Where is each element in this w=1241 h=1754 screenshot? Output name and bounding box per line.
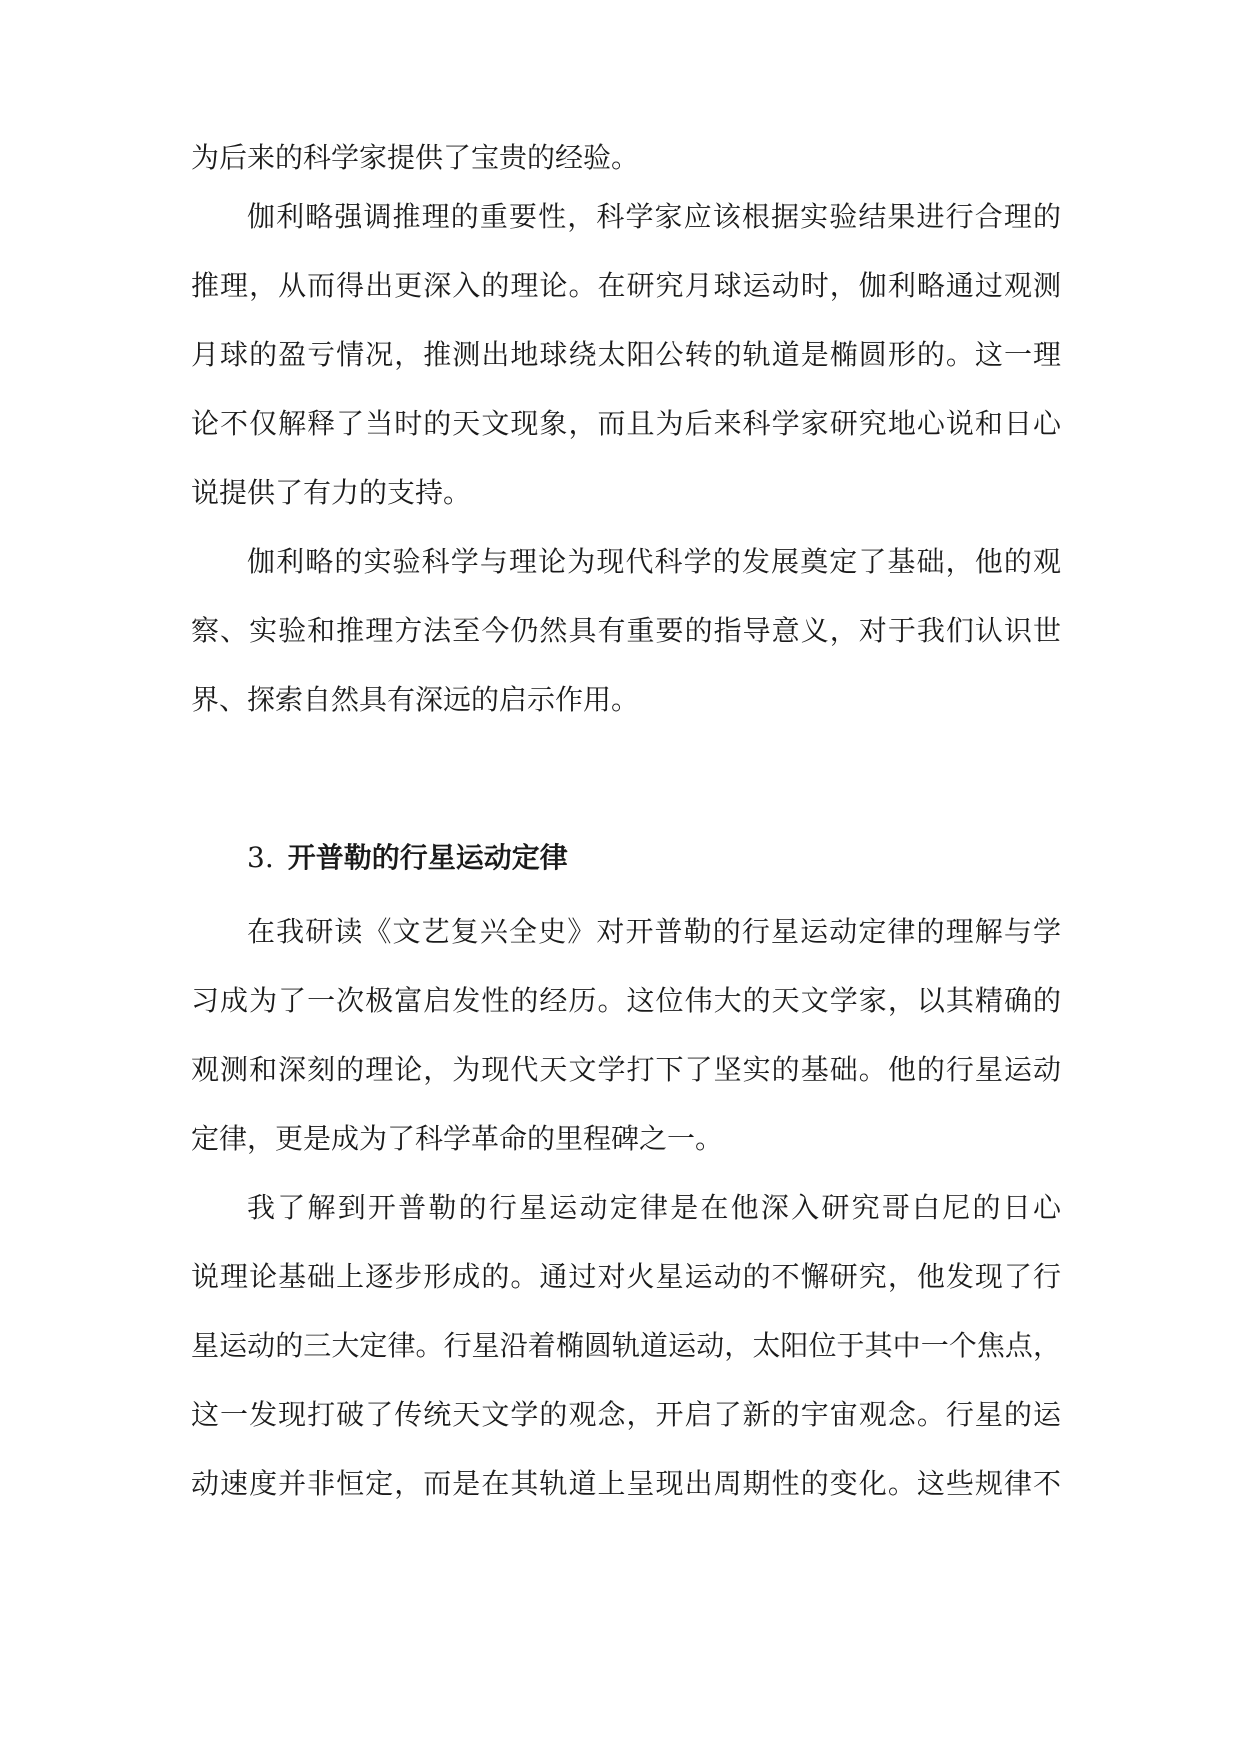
- paragraph-line: 这一发现打破了传统天文学的观念，开启了新的宇宙观念。行星的运: [191, 1398, 1061, 1431]
- paragraph-line: 说理论基础上逐步形成的。通过对火星运动的不懈研究，他发现了行: [191, 1260, 1061, 1293]
- paragraph-line: 论不仅解释了当时的天文现象，而且为后来科学家研究地心说和日心: [191, 407, 1061, 440]
- paragraph-line: 为后来的科学家提供了宝贵的经验。: [191, 141, 640, 174]
- paragraph-line: 星运动的三大定律。行星沿着椭圆轨道运动，太阳位于其中一个焦点，: [191, 1329, 1061, 1362]
- paragraph-line: 伽利略强调推理的重要性，科学家应该根据实验结果进行合理的: [247, 200, 1061, 233]
- paragraph-line: 察、实验和推理方法至今仍然具有重要的指导意义，对于我们认识世: [191, 614, 1061, 647]
- section-title: 开普勒的行星运动定律: [287, 841, 568, 874]
- paragraph-line: 伽利略的实验科学与理论为现代科学的发展奠定了基础，他的观: [247, 545, 1061, 578]
- section-heading: [247, 838, 568, 878]
- paragraph-line: 动速度并非恒定，而是在其轨道上呈现出周期性的变化。这些规律不: [191, 1467, 1061, 1500]
- paragraph-line: 观测和深刻的理论，为现代天文学打下了坚实的基础。他的行星运动: [191, 1053, 1061, 1086]
- paragraph-line: 月球的盈亏情况，推测出地球绕太阳公转的轨道是椭圆形的。这一理: [191, 338, 1061, 371]
- paragraph-line: 说提供了有力的支持。: [191, 476, 472, 509]
- paragraph-line: 在我研读《文艺复兴全史》对开普勒的行星运动定律的理解与学: [247, 915, 1061, 948]
- section-number: 3.: [247, 841, 274, 874]
- paragraph-line: 界、探索自然具有深远的启示作用。: [191, 683, 640, 716]
- paragraph-line: 推理，从而得出更深入的理论。在研究月球运动时，伽利略通过观测: [191, 269, 1061, 302]
- paragraph-line: 习成为了一次极富启发性的经历。这位伟大的天文学家，以其精确的: [191, 984, 1061, 1017]
- paragraph-line: 定律，更是成为了科学革命的里程碑之一。: [191, 1122, 724, 1155]
- paragraph-line: 我了解到开普勒的行星运动定律是在他深入研究哥白尼的日心: [247, 1191, 1061, 1224]
